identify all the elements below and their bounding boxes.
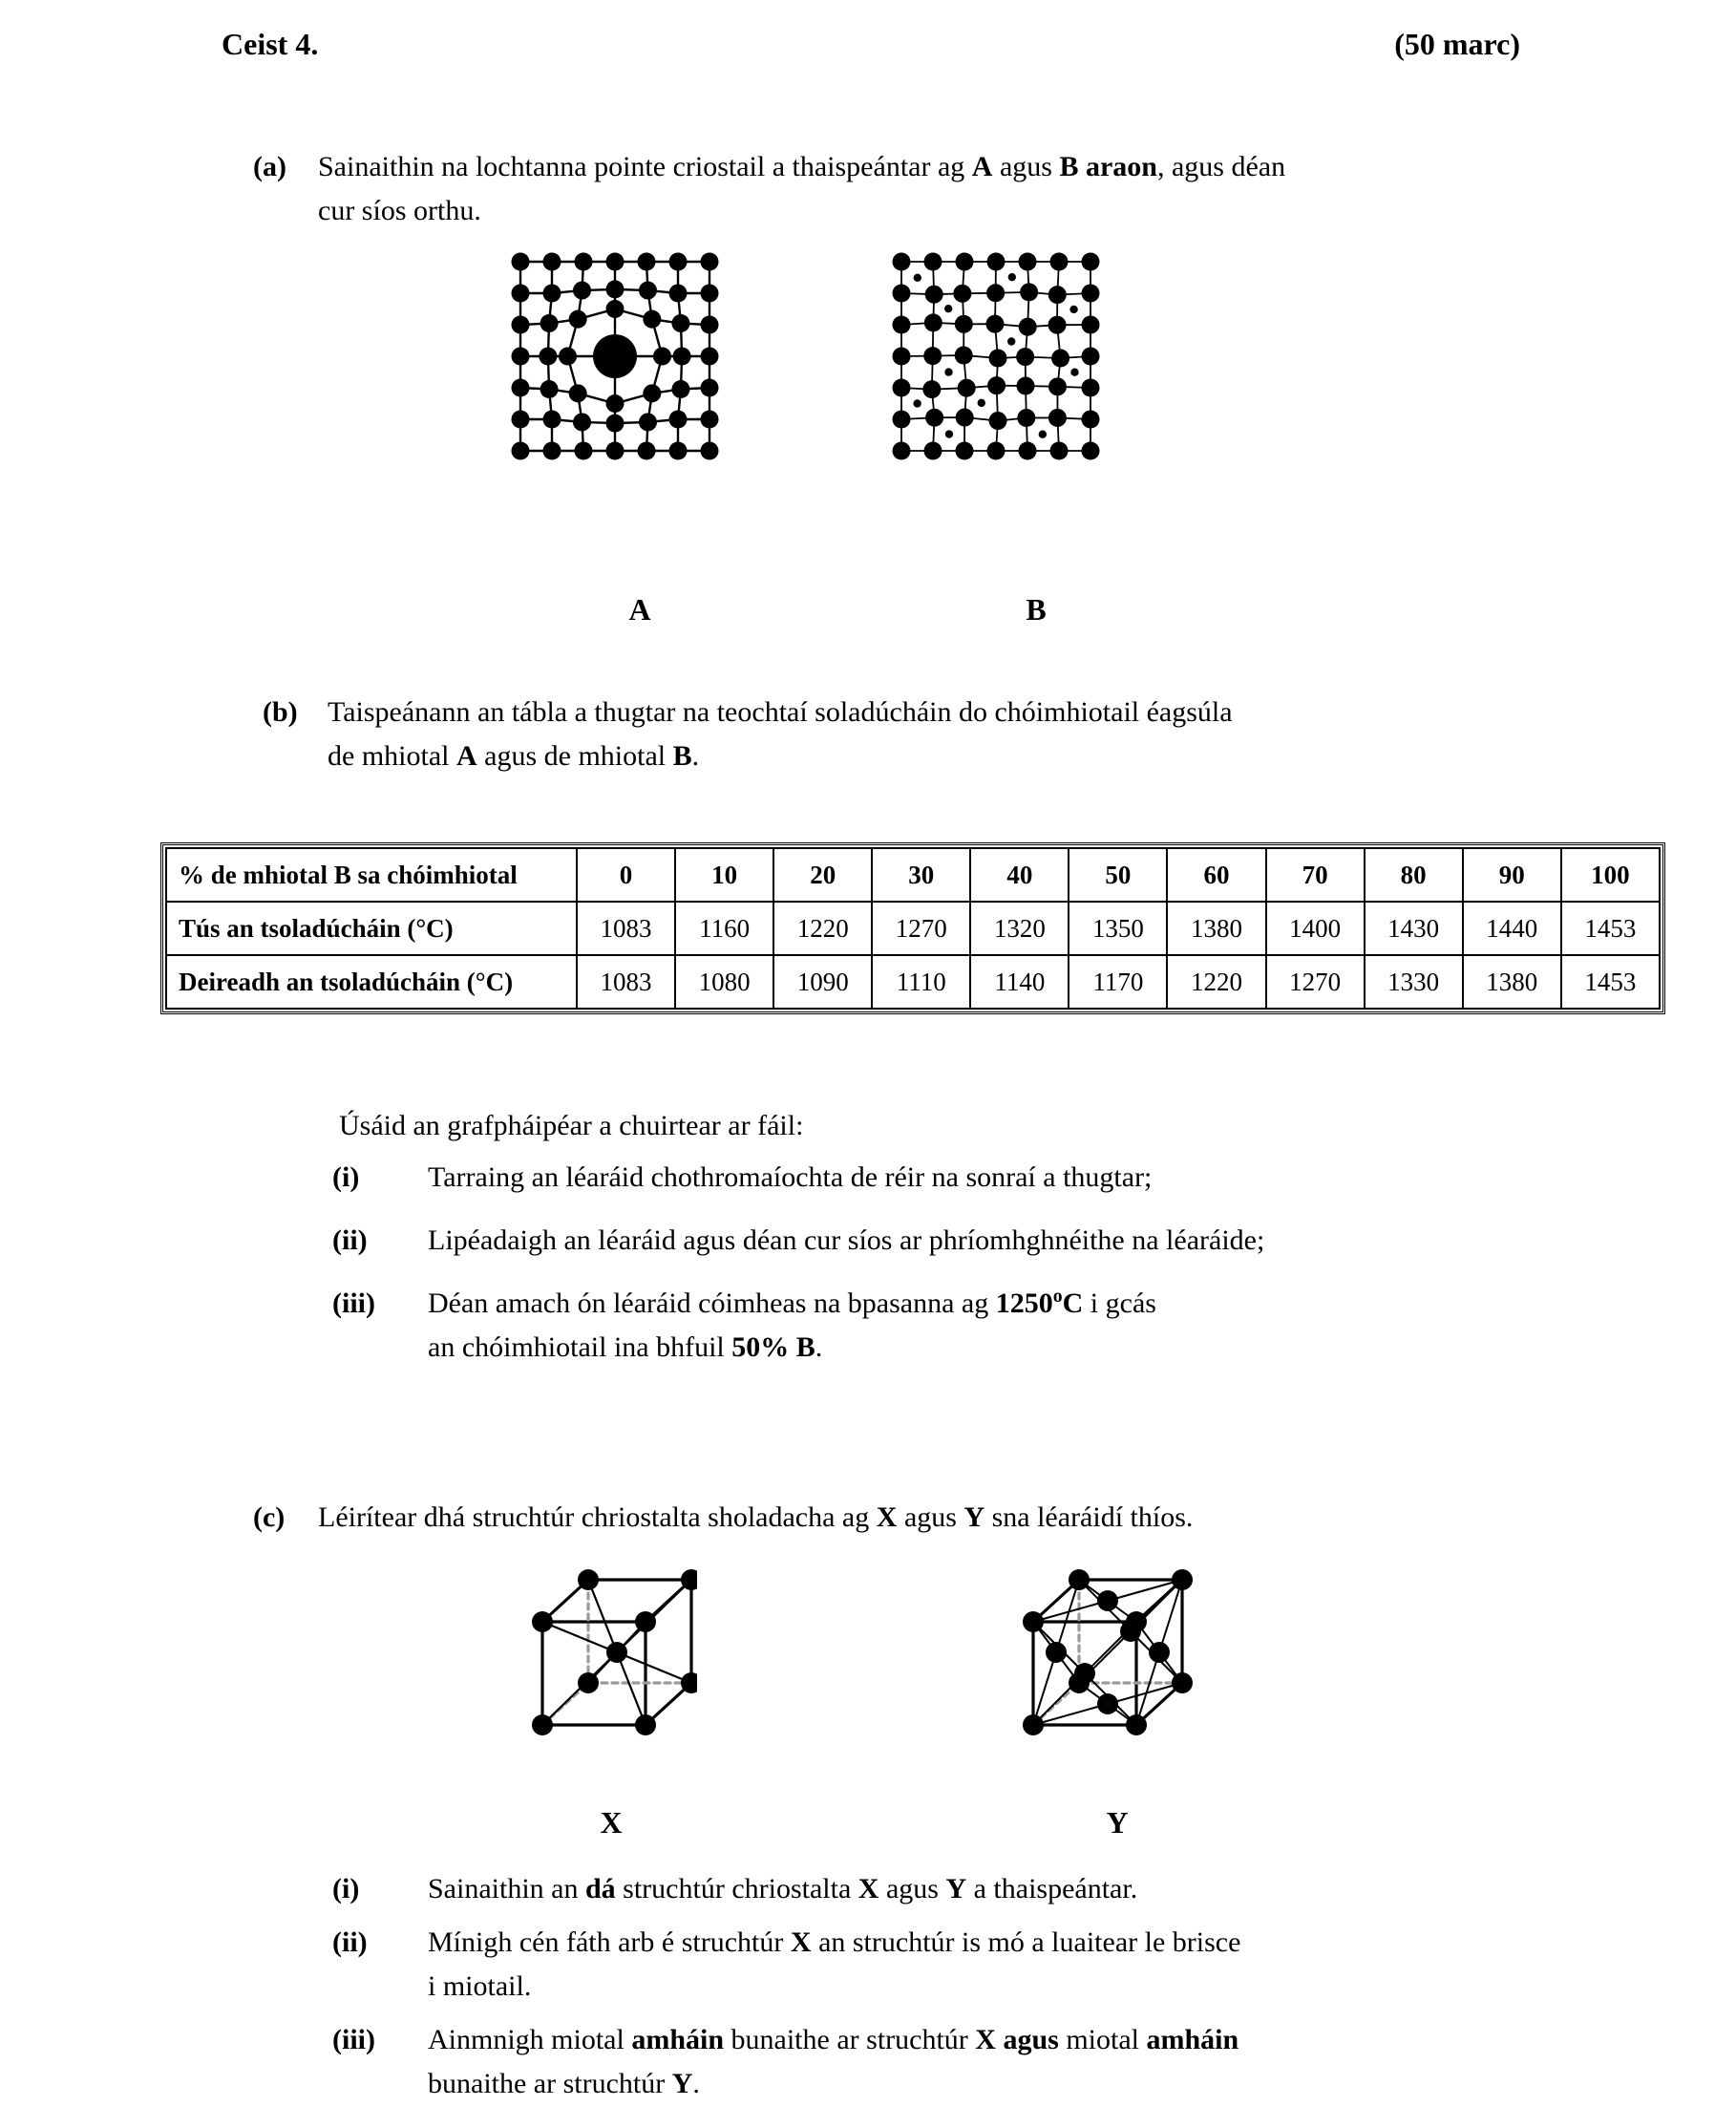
table-cell: 1140: [970, 955, 1069, 1009]
section-c-ref-y: Y: [963, 1501, 985, 1533]
interstitial-point-defect-lattice: [890, 250, 1119, 470]
section-a-text-pre: Sainaithin na lochtanna pointe criostail a thaispeántar ag: [318, 151, 972, 182]
subitem-number: (iii): [332, 2024, 375, 2055]
table-cell: 1440: [1463, 902, 1561, 955]
table-body: [166, 848, 1660, 1009]
subitem-text-mid1: struchtúr chriostalta: [615, 1873, 858, 1905]
subitem-text-mid2: miotal: [1058, 2024, 1147, 2055]
section-b-text-line2-post: .: [691, 740, 700, 772]
section-b-ref-a: A: [455, 740, 477, 772]
subitem-text-pre: Ainmnigh miotal: [428, 2024, 632, 2055]
subitem-number: (ii): [332, 1926, 368, 1958]
subitem-text-mid1: bunaithe ar struchtúr: [724, 2024, 976, 2055]
section-a-label: (a): [253, 151, 286, 182]
section-b-ref-b: B: [672, 740, 692, 772]
table-row: [166, 848, 1660, 902]
table-cell: 20: [773, 848, 872, 902]
subitem-text: Tarraing an léaráid chothromaíochta de réir na sonraí a thugtar;: [428, 1161, 1153, 1193]
table-cell: 90: [1463, 848, 1561, 902]
table-cell: 1160: [675, 902, 773, 955]
subitem-number: (i): [332, 1161, 360, 1193]
list-item: [332, 1282, 1526, 1370]
page-header: [222, 27, 1520, 62]
crystal-structure-figures: [0, 1563, 1736, 1811]
section-a-text-post: , agus déan: [1156, 151, 1286, 182]
table-cell: 10: [675, 848, 773, 902]
table-cell: 60: [1167, 848, 1265, 902]
subitem-text: [428, 1282, 1497, 1370]
table-cell: 1330: [1365, 955, 1463, 1009]
point-defect-figures: [0, 250, 1736, 537]
table-cell: 80: [1365, 848, 1463, 902]
subitem-text: [428, 1921, 1497, 2009]
solidus-liquidus-temperature-table: [160, 842, 1665, 1014]
figure-label-b: B: [1026, 592, 1047, 627]
subitem-text-line2-post: .: [692, 2068, 700, 2099]
question-number: Ceist 4.: [222, 27, 319, 61]
emphasis-amhain-2: amháin: [1146, 2024, 1239, 2055]
structure-ref-x: X: [857, 1873, 879, 1905]
table-cell: 1080: [675, 955, 773, 1009]
subitem-text: [428, 2018, 1497, 2106]
table-row-header: Deireadh an tsoladúcháin (°C): [166, 955, 577, 1009]
table-cell: 1270: [872, 902, 970, 955]
table-cell: 1083: [577, 902, 675, 955]
table-row-header: % de mhiotal B sa chóimhiotal: [166, 848, 577, 902]
subitem-text-post: an struchtúr is mó a luaitear le brisce: [811, 1926, 1241, 1958]
section-a-text-line2: cur síos orthu.: [318, 195, 481, 226]
table-cell: 1430: [1365, 902, 1463, 955]
table-row: [166, 955, 1660, 1009]
figure-label-x: X: [600, 1805, 623, 1840]
subitem-text-pre: Déan amach ón léaráid cóimheas na bpasanna ag: [428, 1287, 996, 1319]
composition-value: 50% B: [731, 1331, 815, 1363]
section-b-text-line1: Taispeánann an tábla a thugtar na teochtaí soladúcháin do chóimhiotail éagsúla: [328, 696, 1233, 728]
section-a-ref-b: B araon: [1059, 151, 1157, 182]
structure-ref-y: Y: [945, 1873, 967, 1905]
section-c-label: (c): [253, 1501, 286, 1533]
list-item: [332, 1219, 1526, 1263]
section-b: [263, 691, 1533, 778]
table-cell: 1090: [773, 955, 872, 1009]
temperature-unit: $^o$C: [1052, 1286, 1084, 1319]
subitem-text: [428, 1867, 1497, 1911]
section-c: [253, 1496, 1523, 1540]
marks-allocation: (50 marc): [1394, 27, 1520, 61]
table-cell: 1110: [872, 955, 970, 1009]
substitutional-point-defect-lattice: [509, 250, 738, 470]
section-c-text-pre: Léirítear dhá struchtúr chriostalta sholadacha ag: [318, 1501, 877, 1533]
structure-ref-x: X agus: [975, 2024, 1059, 2055]
table-row-header: Tús an tsoladúcháin (°C): [166, 902, 577, 955]
table-cell: 70: [1266, 848, 1365, 902]
section-a-text-mid: agus: [992, 151, 1060, 182]
table-cell: 1270: [1266, 955, 1365, 1009]
table-cell: 1350: [1069, 902, 1167, 955]
section-b-text-line2-mid: agus de mhiotal: [476, 740, 673, 772]
subitem-text-pre: Sainaithin an: [428, 1873, 585, 1905]
subitem-text-line2-post: .: [815, 1331, 823, 1363]
figure-label-y: Y: [1106, 1805, 1129, 1840]
table-cell: 1453: [1561, 902, 1660, 955]
section-a-ref-a: A: [971, 151, 993, 182]
table-row: [166, 902, 1660, 955]
section-b-text-line2-pre: de mhiotal: [328, 740, 456, 772]
subitem-text-line2-pre: an chóimhiotail ina bhfuil: [428, 1331, 732, 1363]
section-b-text: [328, 691, 1521, 778]
subitem-text: Lipéadaigh an léaráid agus déan cur síos ar phríomhghnéithe na léaráide;: [428, 1224, 1265, 1256]
graph-paper-instruction: Úsáid an grafpháipéar a chuirtear ar fáil:: [339, 1110, 804, 1141]
table-cell: 40: [970, 848, 1069, 902]
figure-xy-labels: [0, 1805, 1736, 1849]
subitem-text-line2: i miotail.: [428, 1970, 532, 2002]
subitem-text-pre: Mínigh cén fáth arb é struchtúr: [428, 1926, 791, 1958]
section-c-text-post: sna léaráidí thíos.: [984, 1501, 1194, 1533]
table-cell: 0: [577, 848, 675, 902]
subitem-text-mid: i gcás: [1083, 1287, 1156, 1319]
temperature-unit-letter: C: [1062, 1287, 1084, 1319]
section-a-text: [318, 145, 1512, 233]
table-cell: 50: [1069, 848, 1167, 902]
table-cell: 100: [1561, 848, 1660, 902]
body-centred-cubic-structure: [516, 1563, 697, 1792]
table-cell: 1083: [577, 955, 675, 1009]
structure-ref-x: X: [790, 1926, 812, 1958]
list-item: [332, 2018, 1526, 2106]
table-cell: 1453: [1561, 955, 1660, 1009]
table-cell: 1400: [1266, 902, 1365, 955]
subitem-number: (iii): [332, 1287, 375, 1319]
section-b-subitems: [332, 1156, 1526, 1389]
table-cell: 1380: [1167, 902, 1265, 955]
table-cell: 1170: [1069, 955, 1167, 1009]
face-centred-cubic-structure: [1003, 1563, 1194, 1792]
section-a: [253, 145, 1523, 233]
table-cell: 1220: [1167, 955, 1265, 1009]
section-c-subitems: [332, 1867, 1526, 2116]
structure-ref-y: Y: [671, 2068, 693, 2099]
section-c-text: [318, 1496, 1512, 1540]
emphasis-amhain-1: amháin: [631, 2024, 725, 2055]
section-c-ref-x: X: [876, 1501, 898, 1533]
figure-label-a: A: [628, 592, 651, 627]
table-cell: 30: [872, 848, 970, 902]
list-item: [332, 1867, 1526, 1911]
temperature-value: 1250: [995, 1287, 1053, 1319]
section-c-text-mid: agus: [897, 1501, 964, 1533]
figure-ab-labels: [0, 592, 1736, 636]
table-cell: 1220: [773, 902, 872, 955]
table-cell: 1380: [1463, 955, 1561, 1009]
table-cell: 1320: [970, 902, 1069, 955]
list-item: [332, 1156, 1526, 1200]
subitem-text-mid2: agus: [879, 1873, 946, 1905]
emphasis-da: dá: [584, 1873, 616, 1905]
subitem-number: (ii): [332, 1224, 368, 1256]
section-b-label: (b): [263, 696, 298, 728]
list-item: [332, 1921, 1526, 2009]
subitem-text-line2-pre: bunaithe ar struchtúr: [428, 2068, 672, 2099]
subitem-text-post: a thaispeántar.: [966, 1873, 1138, 1905]
subitem-number: (i): [332, 1873, 360, 1905]
